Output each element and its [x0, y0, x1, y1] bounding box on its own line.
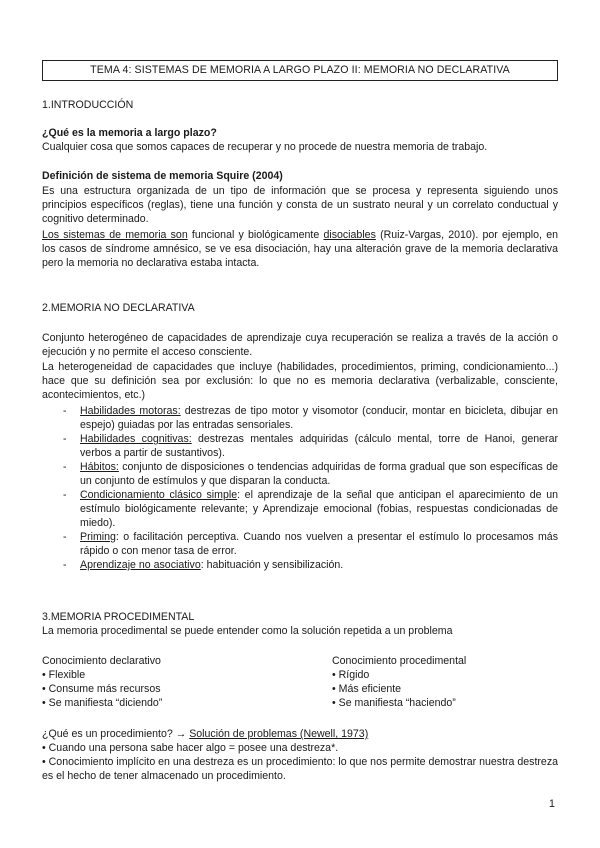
procedure-question — [42, 727, 368, 741]
dissociable-underlined: disociables — [323, 229, 376, 241]
memory-system-definition-text: Es una estructura organizada de un tipo de información que se procesa y representa siguiendo unos principios específicos (reglas), tiene una función y consta de un sustrato neural y un correlato conductual y cognitivo determinado. — [42, 185, 558, 225]
list-item: • Rígido — [332, 669, 370, 681]
list-item-term: Condicionamiento clásico simple — [80, 489, 238, 501]
procedural-intro: La memoria procedimental se puede entender como la solución repetida a un problema — [42, 625, 453, 637]
section-2-heading: 2.MEMORIA NO DECLARATIVA — [42, 302, 195, 314]
dissociable-systems-underlined: Los sistemas de memoria son — [42, 229, 188, 241]
list-item-term: Hábitos: — [80, 461, 119, 473]
list-item-term: Priming — [80, 531, 116, 543]
section-1-heading: 1.INTRODUCCIÓN — [42, 99, 134, 111]
procedural-knowledge-column — [332, 654, 582, 710]
list-item-term: Aprendizaje no asociativo — [80, 559, 201, 571]
list-item: - Aprendizaje no asociativo: habituación y sensibilización. — [63, 559, 344, 571]
list-item-term: Habilidades cognitivas: — [80, 433, 192, 445]
dissociable-systems-text-2: (Ruiz-Vargas, 2010). por ejemplo, en los casos de síndrome amnésico, se ve esa disociación, hay una alteración grave de la memoria declarativa pero la memoria no declarativa estaba intacta. — [42, 229, 558, 269]
section-3-heading: 3.MEMORIA PROCEDIMENTAL — [42, 611, 195, 623]
list-item: - Hábitos: conjunto de disposiciones o tendencias adquiridas de forma gradual que son específicas de un conjunto de estímulos y que disparan la conducta. — [63, 461, 558, 487]
list-item: - Condicionamiento clásico simple: el aprendizaje de la señal que anticipan el aparecimiento de un estímulo biológicamente relevante; y Aprendizaje emocional (fobias, respuestas condicionadas de miedo). — [63, 489, 558, 529]
list-item-text: : habituación y sensibilización. — [200, 559, 344, 571]
long-term-memory-question: ¿Qué es la memoria a largo plazo? — [42, 127, 217, 139]
long-term-memory-answer: Cualquier cosa que somos capaces de recuperar y no procede de nuestra memoria de trabajo. — [42, 141, 488, 153]
list-item-text: : o facilitación perceptiva. Cuando nos vuelven a presentar el estímulo lo procesamos más rápido o con menor tasa de error. — [80, 531, 558, 557]
list-item-text: destrezas de tipo motor y visomotor (conducir, montar en bicicleta, dibujar en espejo) guiadas por las entradas sensoriales. — [80, 405, 558, 431]
list-item-text: destrezas mentales adquiridas (cálculo mental, torre de Hanoi, generar verbos a partir de sustantivos). — [80, 433, 559, 459]
dissociable-systems-text-1: funcional y biológicamente — [187, 229, 324, 241]
list-item-text: : el aprendizaje de la señal que anticipan el aparecimiento de un estímulo biológicamente relevante; y Aprendizaje emocional (fobias, respuestas condicionadas de miedo). — [80, 489, 558, 529]
declarative-knowledge-column — [42, 654, 292, 710]
skill-bullet: • Cuando una persona sabe hacer algo = posee una destreza*. — [42, 742, 339, 754]
list-item: - Habilidades motoras: destrezas de tipo motor y visomotor (conducir, montar en bicicleta, dibujar en espejo) guiadas por las entradas sensoriales. — [63, 405, 558, 431]
nondeclarative-definition: Conjunto heterogéneo de capacidades de aprendizaje cuya recuperación se realiza a través de la acción o ejecución y no permite el acceso consciente. — [42, 332, 558, 358]
list-item-text: conjunto de disposiciones o tendencias adquiridas de forma gradual que son específicas de un conjunto de estímulos y que disparan la conducta. — [80, 461, 558, 487]
dissociable-systems-paragraph — [42, 228, 558, 270]
page-number: 1 — [549, 798, 555, 810]
list-item: • Más eficiente — [332, 683, 402, 695]
document-title: TEMA 4: SISTEMAS DE MEMORIA A LARGO PLAZO II: MEMORIA NO DECLARATIVA — [42, 60, 558, 81]
implicit-knowledge-bullet: • Conocimiento implícito en una destreza es un procedimiento: lo que nos permite demostrar nuestra destreza es el hecho de tener almacenado un procedimiento. — [42, 756, 559, 782]
memory-system-definition-heading: Definición de sistema de memoria Squire (2004) — [42, 170, 283, 182]
list-item-term: Habilidades motoras: — [80, 405, 181, 417]
nondeclarative-heterogeneity: La heterogeneidad de capacidades que incluye (habilidades, procedimientos, priming, condicionamiento...) hace que su definición sea por exclusión: lo que no es memoria declarativa (verbalizable, consciente, acontecimientos, etc.) — [42, 361, 558, 401]
list-item: - Priming: o facilitación perceptiva. Cuando nos vuelven a presentar el estímulo lo procesamos más rápido o con menor tasa de error. — [63, 531, 558, 557]
procedural-column-title: Conocimiento procedimental — [332, 655, 467, 667]
procedure-question-text: ¿Qué es un procedimiento? → — [42, 728, 190, 740]
problem-solving-reference: Solución de problemas (Newell, 1973) — [189, 728, 369, 740]
list-item: - Habilidades cognitivas: destrezas mentales adquiridas (cálculo mental, torre de Hanoi, generar verbos a partir de sustantivos). — [63, 433, 559, 459]
list-item: • Consume más recursos — [42, 683, 161, 695]
list-item: • Se manifiesta “diciendo” — [42, 697, 163, 709]
list-item: • Se manifiesta “haciendo” — [332, 697, 456, 709]
nondeclarative-list — [42, 404, 558, 572]
list-item: • Flexible — [42, 669, 86, 681]
declarative-column-title: Conocimiento declarativo — [42, 655, 161, 667]
